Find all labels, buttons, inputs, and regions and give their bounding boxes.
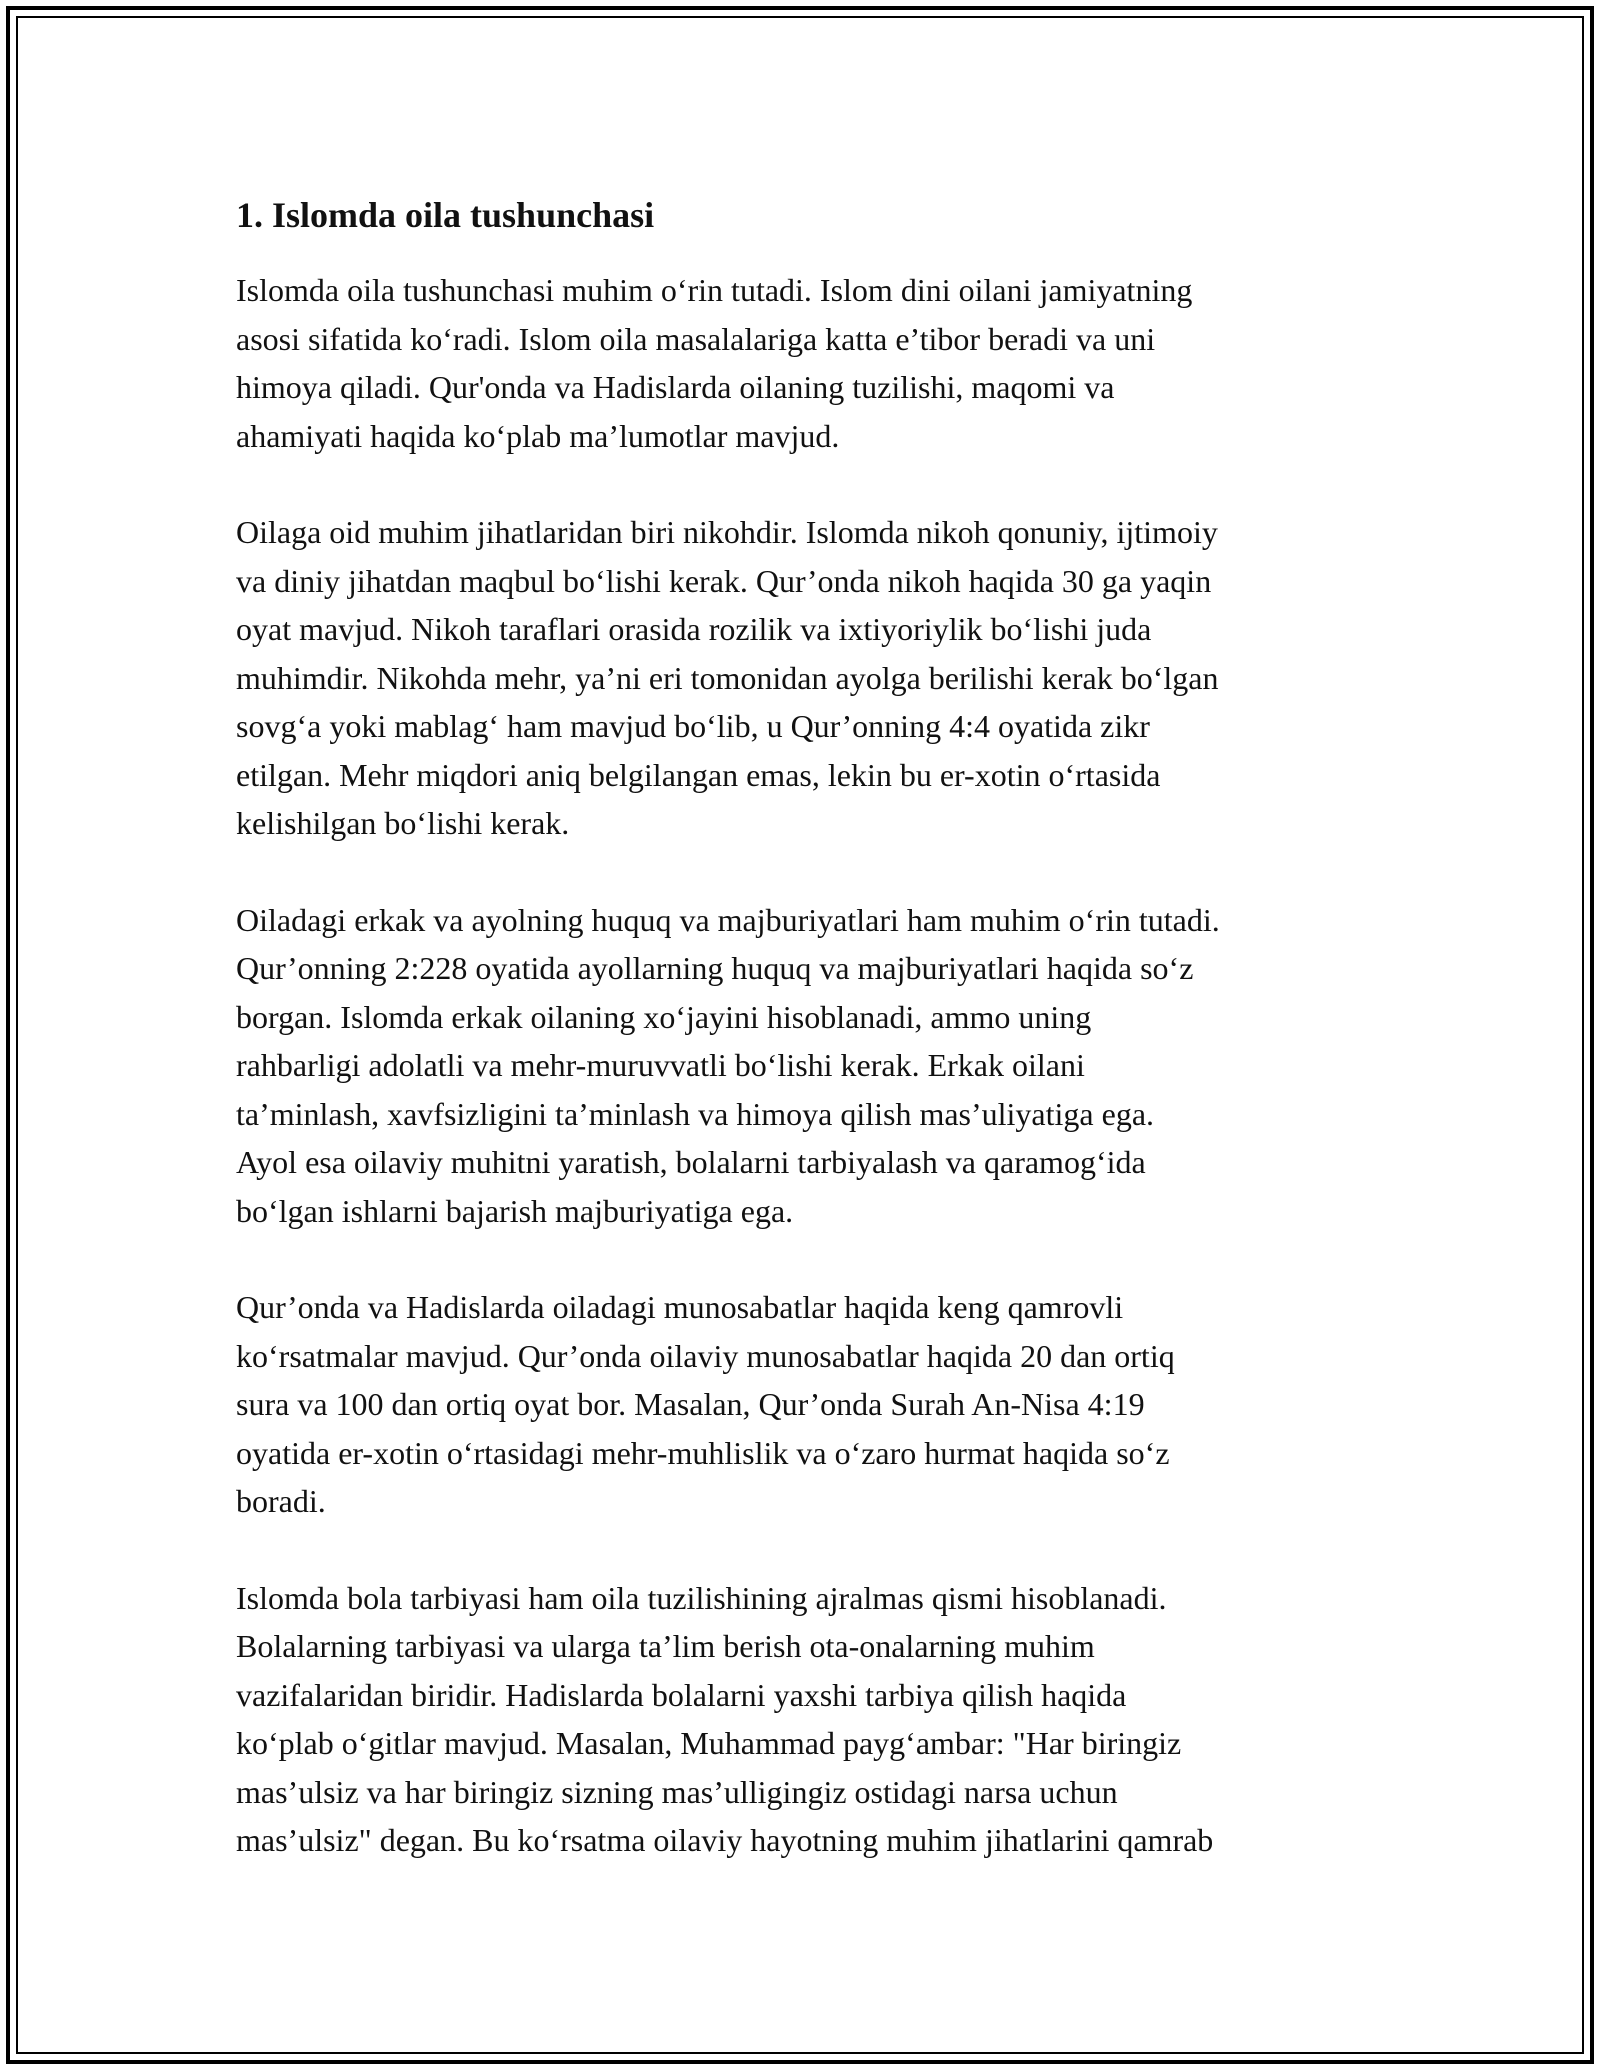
text-line: Oiladagi erkak va ayolning huquq va majburiyatlari ham muhim o‘rin tutadi. xyxy=(236,901,1220,938)
text-line: ko‘plab o‘gitlar mavjud. Masalan, Muhammad payg‘ambar: "Har biringiz xyxy=(236,1725,1182,1761)
text-line: muhimdir. Nikohda mehr, ya’ni eri tomonidan ayolga berilishi kerak bo‘lgan xyxy=(236,659,1219,696)
text-line: Qur’onda va Hadislarda oiladagi munosabatlar haqida keng qamrovli xyxy=(236,1289,1124,1325)
text-line: Islomda oila tushunchasi muhim o‘rin tutadi. Islom dini oilani jamiyatning xyxy=(236,272,1193,308)
text-line: kelishilgan bo‘lishi kerak. xyxy=(236,805,570,841)
paragraph-3 xyxy=(236,896,1376,1236)
paragraph-5 xyxy=(236,1574,1376,1865)
text-line: vazifalaridan biridir. Hadislarda bolalarni yaxshi tarbiya qilish haqida xyxy=(236,1676,1127,1713)
text-line: ta’minlash, xavfsizligini ta’minlash va himoya qilish mas’uliyatiga ega. xyxy=(236,1095,1155,1132)
text-line: oyat mavjud. Nikoh taraflari orasida rozilik va ixtiyoriylik bo‘lishi juda xyxy=(236,611,1152,647)
paragraph-1 xyxy=(236,266,1376,460)
text-line: mas’ulsiz" degan. Bu ko‘rsatma oilaviy hayotning muhim jihatlarini qamrab xyxy=(236,1822,1214,1858)
text-line: oyatida er-xotin o‘rtasidagi mehr-muhlislik va o‘zaro hurmat haqida so‘z xyxy=(236,1434,1170,1471)
text-line: ko‘rsatmalar mavjud. Qur’onda oilaviy munosabatlar haqida 20 dan ortiq xyxy=(236,1337,1175,1374)
text-line: Bolalarning tarbiyasi va ularga ta’lim berish ota-onalarning muhim xyxy=(236,1628,1095,1664)
text-line: Qur’onning 2:228 oyatida ayollarning huquq va majburiyatlari haqida so‘z xyxy=(236,950,1194,986)
document-body xyxy=(236,186,1376,1913)
text-line: Ayol esa oilaviy muhitni yaratish, bolalarni tarbiyalash va qaramog‘ida xyxy=(236,1144,1146,1180)
text-line: asosi sifatida ko‘radi. Islom oila masalalariga katta e’tibor beradi va uni xyxy=(236,320,1156,357)
text-line: va diniy jihatdan maqbul bo‘lishi kerak. Qur’onda nikoh haqida 30 ga yaqin xyxy=(236,562,1212,599)
text-line: mas’ulsiz va har biringiz sizning mas’ulligingiz ostidagi narsa uchun xyxy=(236,1773,1118,1810)
text-line: rahbarligi adolatli va mehr-muruvvatli bo‘lishi kerak. Erkak oilani xyxy=(236,1047,1085,1083)
text-line: bo‘lgan ishlarni bajarish majburiyatiga ega. xyxy=(236,1192,794,1229)
text-line: boradi. xyxy=(236,1483,326,1519)
paragraph-4 xyxy=(236,1283,1376,1526)
text-line: Oilaga oid muhim jihatlaridan biri nikohdir. Islomda nikoh qonuniy, ijtimoiy xyxy=(236,514,1218,550)
text-line: borgan. Islomda erkak oilaning xo‘jayini hisoblanadi, ammo uning xyxy=(236,998,1092,1035)
text-line: himoya qiladi. Qur'onda va Hadislarda oilaning tuzilishi, maqomi va xyxy=(236,369,1115,405)
paragraph-2 xyxy=(236,508,1376,848)
text-line: sura va 100 dan ortiq oyat bor. Masalan, Qur’onda Surah An-Nisa 4:19 xyxy=(236,1386,1145,1422)
section-heading: 1. Islomda oila tushunchasi xyxy=(236,195,655,235)
text-line: etilgan. Mehr miqdori aniq belgilangan emas, lekin bu er-xotin o‘rtasida xyxy=(236,756,1161,793)
text-line: sovg‘a yoki mablag‘ ham mavjud bo‘lib, u Qur’onning 4:4 oyatida zikr xyxy=(236,708,1150,744)
text-line: Islomda bola tarbiyasi ham oila tuzilishining ajralmas qismi hisoblanadi. xyxy=(236,1579,1167,1616)
text-line: ahamiyati haqida ko‘plab ma’lumotlar mavjud. xyxy=(236,417,840,454)
